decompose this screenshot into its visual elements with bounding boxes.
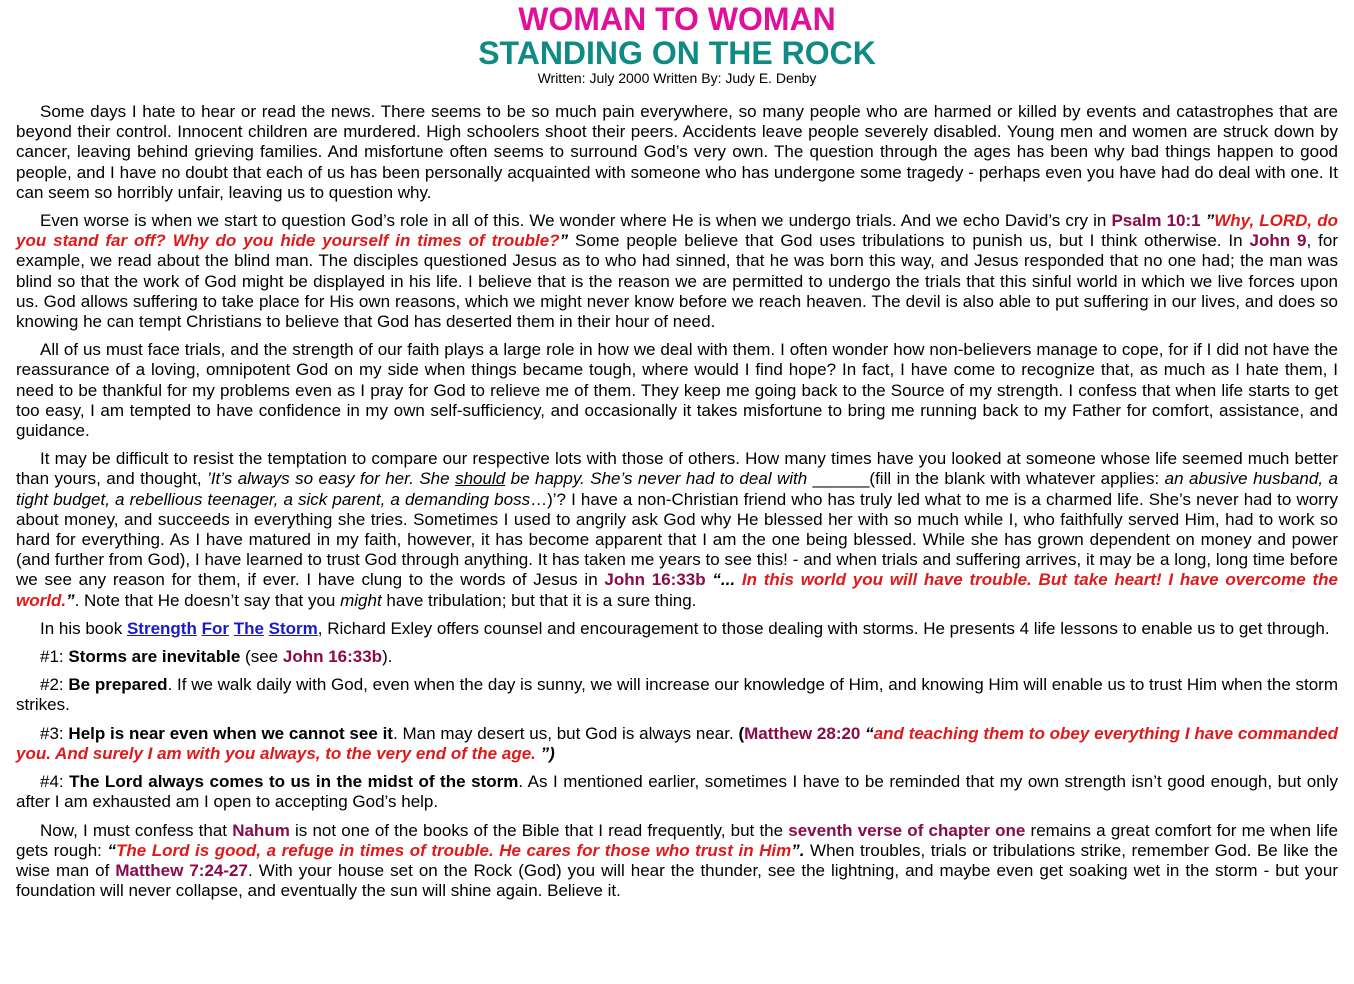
scripture-quote: and teaching them to obey everything I have commanded you. And surely I am with you always, to the very end of the age. <box>16 723 1338 763</box>
italic-text: be happy. She’s never had to deal with <box>505 469 808 489</box>
italic-text: might <box>340 590 382 610</box>
text: . If we walk daily with God, even when the day is sunny, we will increase our knowledge of Him, and knowing Him will enable us to trust Him when the storm strikes. <box>16 675 1338 715</box>
scripture-ref: Matthew 28:20 <box>744 723 861 743</box>
text: . Note that He doesn’t say that you <box>74 590 341 610</box>
text: When troubles, trials or tribulations strike, remember God. Be like the wise man of <box>16 840 1338 880</box>
lesson-number: #3: <box>40 723 69 743</box>
italic-text: an abusive husband, a tight budget, a rebellious teenager, a sick parent, a demanding boss <box>16 469 1338 509</box>
scripture-ref: Nahum <box>232 820 290 840</box>
text: is not one of the books of the Bible that I read frequently, but the <box>289 820 789 840</box>
text: Now, I must confess that <box>40 820 233 840</box>
scripture-ref: John 16:33b <box>282 647 383 667</box>
lesson-title: Be prepared <box>68 675 168 695</box>
book-link-word[interactable]: Storm <box>268 618 318 638</box>
text: Some people believe that God uses tribulations to punish us, but I think otherwise. In <box>568 231 1250 251</box>
quote-mark: “... <box>705 570 742 590</box>
lesson-1 <box>16 647 1338 667</box>
text: . As I mentioned earlier, sometimes I have to be reminded that my own strength isn’t good enough, but only after I am exhausted am I open to accepting God’s help. <box>16 772 1338 812</box>
text: ). <box>382 647 393 667</box>
scripture-ref: John 16:33b <box>604 570 706 590</box>
paragraph-final <box>16 821 1338 902</box>
quote-mark: “ <box>107 840 116 860</box>
lesson-title: The Lord always comes to us in the midst of the storm <box>69 772 519 792</box>
quote-mark: ” <box>1200 211 1215 231</box>
byline: Written: July 2000 Written By: Judy E. Denby <box>537 70 817 86</box>
lesson-number: #1: <box>40 647 69 667</box>
scripture-ref: Matthew 7:24-27 <box>115 860 248 880</box>
scripture-ref: seventh verse of chapter one <box>788 820 1026 840</box>
book-link-word[interactable]: The <box>233 618 264 638</box>
text: remains a great comfort for me when life gets rough: <box>16 820 1338 860</box>
lesson-number: #4: <box>40 772 70 792</box>
title-woman-to-woman: WOMAN TO WOMAN <box>518 1 836 37</box>
text: have tribulation; but that it is a sure thing. <box>381 590 697 610</box>
italic-text: ’It’s always so easy for her. She <box>207 469 456 489</box>
text: , Richard Exley offers counsel and encouragement to those dealing with storms. He presents 4 life lessons to enable us to get through. <box>317 618 1330 638</box>
quote-mark: ” <box>559 231 569 251</box>
book-link-word[interactable]: For <box>201 618 229 638</box>
lesson-3 <box>16 724 1338 764</box>
paren: ( <box>738 723 745 743</box>
paragraph-5 <box>16 619 1338 639</box>
text: ______(fill in the blank with whatever applies: <box>807 469 1165 489</box>
title-standing-on-the-rock: STANDING ON THE ROCK <box>478 35 876 71</box>
paragraph-3: All of us must face trials, and the strength of our faith plays a large role in how we deal with them. I often wonder how non-believers manage to cope, for if I did not have the reassurance of a loving, omnipotent God on my side when things became tough, where would I find hope? In fact, I have come to recognize that, as much as I hate them, I need to be thankful for my problems even as I pray for God to relieve me of them. They keep me going back to the Source of my strength. I confess that when life starts to get too easy, I am tempted to have confidence in my own self-sufficiency, and occasionally it takes misfortune to bring me running back to my Father for comfort, assistance, and guidance. <box>16 340 1338 441</box>
lesson-4 <box>16 772 1338 812</box>
paragraph-4 <box>16 449 1338 611</box>
lesson-number: #2: <box>40 675 69 695</box>
scripture-ref: Psalm 10:1 <box>1111 211 1201 231</box>
text: …)’? I have a non-Christian friend who has truly led what to me is a charmed life. She’s never had to worry about money, and succeeds in everything she tries. Sometimes I used to angrily ask God why He blessed her with so much while I, who faithfully served Him, had to work so hard for everything. As I have matured in my faith, however, it has become apparent that I am the one being blessed. While she has grown dependent on money and power (and further from God), I have learned to trust God through anything. It has taken me years to see this! - and when trials and suffering arrives, it may be a long, long time before we see any reason for them, if ever. I have clung to the words of Jesus in <box>16 489 1339 590</box>
scripture-quote: The Lord is good, a refuge in times of trouble. He cares for those who trust in Him <box>115 840 792 860</box>
scripture-ref: John 9 <box>1249 231 1307 251</box>
scripture-quote: In this world you will have trouble. But take heart! I have overcome the world. <box>16 570 1338 610</box>
paragraph-1: Some days I hate to hear or read the news. There seems to be so much pain everywhere, so many people who are harmed or killed by events and catastrophes that are beyond their control. Innocent children are murdered. High schoolers shoot their peers. Accidents leave people severely disabled. Young men and women are struck down by cancer, leaving behind grieving families. And misfortune often seems to surround God’s very own. The question through the ages has been why bad things happen to good people, and I have no doubt that each of us has been personally acquainted with someone who has undergone some tragedy - perhaps even you have had do deal with one. It can seem so horribly unfair, leaving us to question why. <box>16 102 1338 202</box>
lesson-title: Help is near even when we cannot see it <box>68 723 393 743</box>
text: (see <box>240 647 283 667</box>
book-link-word[interactable]: Strength <box>126 618 197 638</box>
text: . Man may desert us, but God is always near. <box>392 723 739 743</box>
text: . With your house set on the Rock (God) you will hear the thunder, see the lightning, and maybe even get soaking wet in the storm - but your foundation will never collapse, and eventually the sun will shine again. Believe it. <box>16 860 1338 901</box>
paragraph-2 <box>16 211 1338 332</box>
text: In his book <box>40 618 127 638</box>
scripture-quote: Why, LORD, do you stand far off? Why do you hide yourself in times of trouble? <box>16 211 1339 251</box>
text: , for example, we read about the blind man. The disciples questioned Jesus as to who had sinned, that he was born this way, and Jesus responded that no one had; the man was blind so that the work of God might be displayed in his life. I believe that is the reason we are permitted to undergo the trials that this sinful world in which we live forces upon us. God allows suffering to take place for His own reasons, which we might never know before we reach heaven. The devil is also able to put suffering in our lives, and does so knowing he can tempt Christians to believe that God has deserted them in their hour of need. <box>16 231 1338 332</box>
lesson-2 <box>16 675 1338 715</box>
quote-mark: ” <box>66 590 75 610</box>
text: It may be difficult to resist the temptation to compare our respective lots with those of others. How many times have you looked at someone whose life seemed much better than yours, and thought, <box>16 449 1338 489</box>
text: Even worse is when we start to question God’s role in all of this. We wonder where He is when we undergo trials. And we echo David’s cry in <box>40 211 1112 231</box>
underlined-word: should <box>455 469 506 489</box>
quote-mark: “ <box>860 723 874 743</box>
quote-mark: ”. <box>791 840 805 860</box>
quote-mark: ”) <box>540 743 555 763</box>
lesson-title: Storms are inevitable <box>68 647 241 667</box>
